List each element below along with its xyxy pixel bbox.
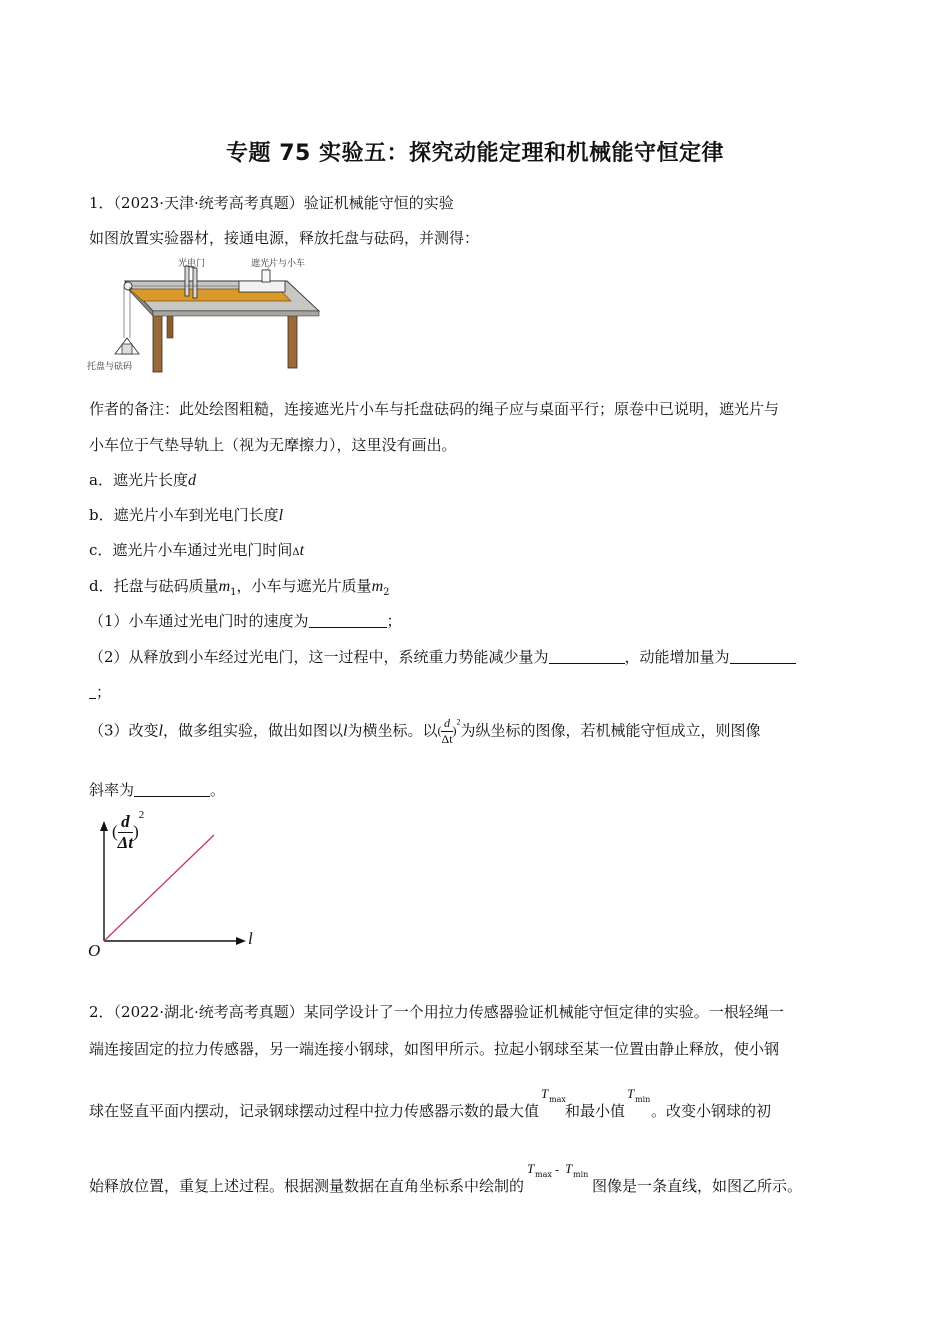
- item-c: [89, 539, 304, 560]
- var-d: d: [187, 472, 196, 489]
- t-symbol: T: [527, 1161, 535, 1176]
- cart: [239, 281, 285, 292]
- part-2-mid: ，动能增加量为: [624, 648, 730, 666]
- var-l: l: [278, 507, 284, 524]
- frac-num: d: [441, 716, 452, 732]
- photogate: [185, 266, 189, 296]
- table-leg: [288, 314, 297, 368]
- q1-intro: 如图放置实验器材，接通电源，释放托盘与砝码，并测得：: [89, 229, 480, 247]
- y-variable-expression: ( $\frac{d}{\Delta t}$ )$^2$: [437, 716, 461, 746]
- y-label-pow: 2: [138, 809, 145, 821]
- frac-pow: 2: [456, 717, 461, 727]
- var-l: l: [158, 722, 163, 740]
- part-3-line2: [89, 779, 225, 800]
- item-c-text: c．遮光片小车通过光电门时间: [89, 541, 293, 559]
- answer-blank[interactable]: [134, 782, 210, 797]
- sub-1: 1: [230, 587, 237, 598]
- y-axis-label: ( $\frac{d}{\Delta t}$ )$^2$: [112, 809, 145, 852]
- t-symbol: T: [565, 1161, 573, 1176]
- item-d: [89, 575, 390, 598]
- item-d-text: d．托盘与砝码质量: [89, 577, 219, 595]
- var-l: l: [343, 722, 348, 740]
- q2-line3-text2: 和最小值: [565, 1102, 626, 1120]
- q2-line4-text: 始释放位置，重复上述过程。根据测量数据在直角坐标系中绘制的: [89, 1177, 525, 1195]
- photogate: [193, 268, 197, 298]
- x-axis-arrow: [236, 937, 246, 945]
- q2-line3: [89, 1086, 772, 1121]
- item-b: [89, 504, 283, 525]
- max-subscript: max: [549, 1095, 566, 1104]
- answer-blank[interactable]: [730, 649, 796, 664]
- item-a: [89, 469, 196, 490]
- part-2: [89, 646, 796, 667]
- t-max-symbol: [539, 1086, 566, 1116]
- part-3: [89, 716, 761, 756]
- page-title: 专题 75 实验五：探究动能定理和机械能守恒定律: [226, 141, 724, 166]
- sub-2: 2: [383, 587, 390, 598]
- part-1: [89, 610, 402, 631]
- t-max-minus-t-min: [524, 1161, 592, 1191]
- delta-mark: Δ: [292, 547, 300, 558]
- answer-blank[interactable]: [89, 684, 96, 699]
- table-edge: [153, 311, 319, 316]
- answer-blank[interactable]: [549, 649, 625, 664]
- pulley: [124, 282, 132, 290]
- table-leg: [153, 314, 162, 372]
- q2-line3-text: 球在竖直平面内摆动，记录钢球摆动过程中拉力传感器示数的最大值: [89, 1102, 540, 1120]
- part-3-line2-text: 斜率为: [89, 781, 135, 799]
- part-1-end: ；: [386, 612, 402, 630]
- answer-blank[interactable]: [309, 613, 387, 628]
- q2-line2: 端连接固定的拉力传感器，另一端连接小钢球，如图甲所示。拉起小钢球至某一位置由静止释放，使小钢: [89, 1040, 780, 1058]
- item-d-text2: ，小车与遮光片质量: [236, 577, 372, 595]
- item-a-text: a．遮光片长度: [89, 471, 188, 489]
- y-label-den: Δt: [117, 832, 134, 852]
- var-t: t: [299, 542, 305, 559]
- shutter: [262, 270, 270, 282]
- item-b-text: b．遮光片小车到光电门长度: [89, 506, 279, 524]
- author-note-line1: 作者的备注：此处绘图粗糙，连接遮光片小车与托盘砝码的绳子应与桌面平行；原卷中已说明，遮光片与: [89, 400, 780, 418]
- y-axis-arrow: [100, 821, 108, 831]
- max-subscript: max: [535, 1170, 552, 1179]
- q2-line4-text2: 图像是一条直线，如图乙所示。: [592, 1177, 803, 1195]
- part-3-end: 。: [210, 781, 226, 799]
- part-3-text4: 为纵坐标的图像，若机械能守恒成立，则图像: [460, 721, 761, 740]
- min-subscript: min: [573, 1170, 589, 1179]
- min-subscript: min: [635, 1095, 651, 1104]
- part-2-cont: [89, 681, 111, 702]
- part-3-text2: ，做多组实验，做出如图以: [163, 721, 344, 740]
- q2-line4: [89, 1161, 803, 1196]
- y-label-num: d: [118, 812, 133, 833]
- slope-graph: [86, 809, 266, 965]
- t-symbol: T: [541, 1086, 549, 1101]
- photogate-label: 光电门: [178, 259, 206, 269]
- var-m1: m: [218, 578, 231, 595]
- var-m2: m: [371, 578, 384, 595]
- cart-label: 遮光片与小车: [251, 259, 306, 269]
- frac-den: Δt: [441, 732, 453, 746]
- part-2-text: （2）从释放到小车经过光电门，这一过程中，系统重力势能减少量为: [89, 648, 549, 666]
- part-3-text: （3）改变: [89, 721, 159, 740]
- t-min-symbol: [625, 1086, 651, 1116]
- part-3-text3: 为横坐标。以: [347, 721, 438, 740]
- q1-header: 1．（2023·天津·统考高考真题）验证机械能守恒的实验: [89, 194, 454, 212]
- part-1-text: （1）小车通过光电门时的速度为: [89, 612, 309, 630]
- origin-label: O: [88, 941, 101, 960]
- q2-line3-text3: 。改变小钢球的初: [651, 1102, 772, 1120]
- part-2-end: ；: [96, 683, 112, 701]
- minus-sign: -: [555, 1163, 560, 1177]
- weight-label: 托盘与砝码: [87, 362, 133, 372]
- apparatus-figure: [87, 256, 327, 374]
- x-axis-label: l: [248, 929, 253, 948]
- t-symbol: T: [627, 1086, 635, 1101]
- weight: [122, 344, 132, 354]
- author-note-line2: 小车位于气垫导轨上（视为无摩擦力），这里没有画出。: [89, 436, 457, 454]
- q2-line1: 2．（2022·湖北·统考高考真题）某同学设计了一个用拉力传感器验证机械能守恒定律的实验。一根轻绳一: [89, 1003, 784, 1021]
